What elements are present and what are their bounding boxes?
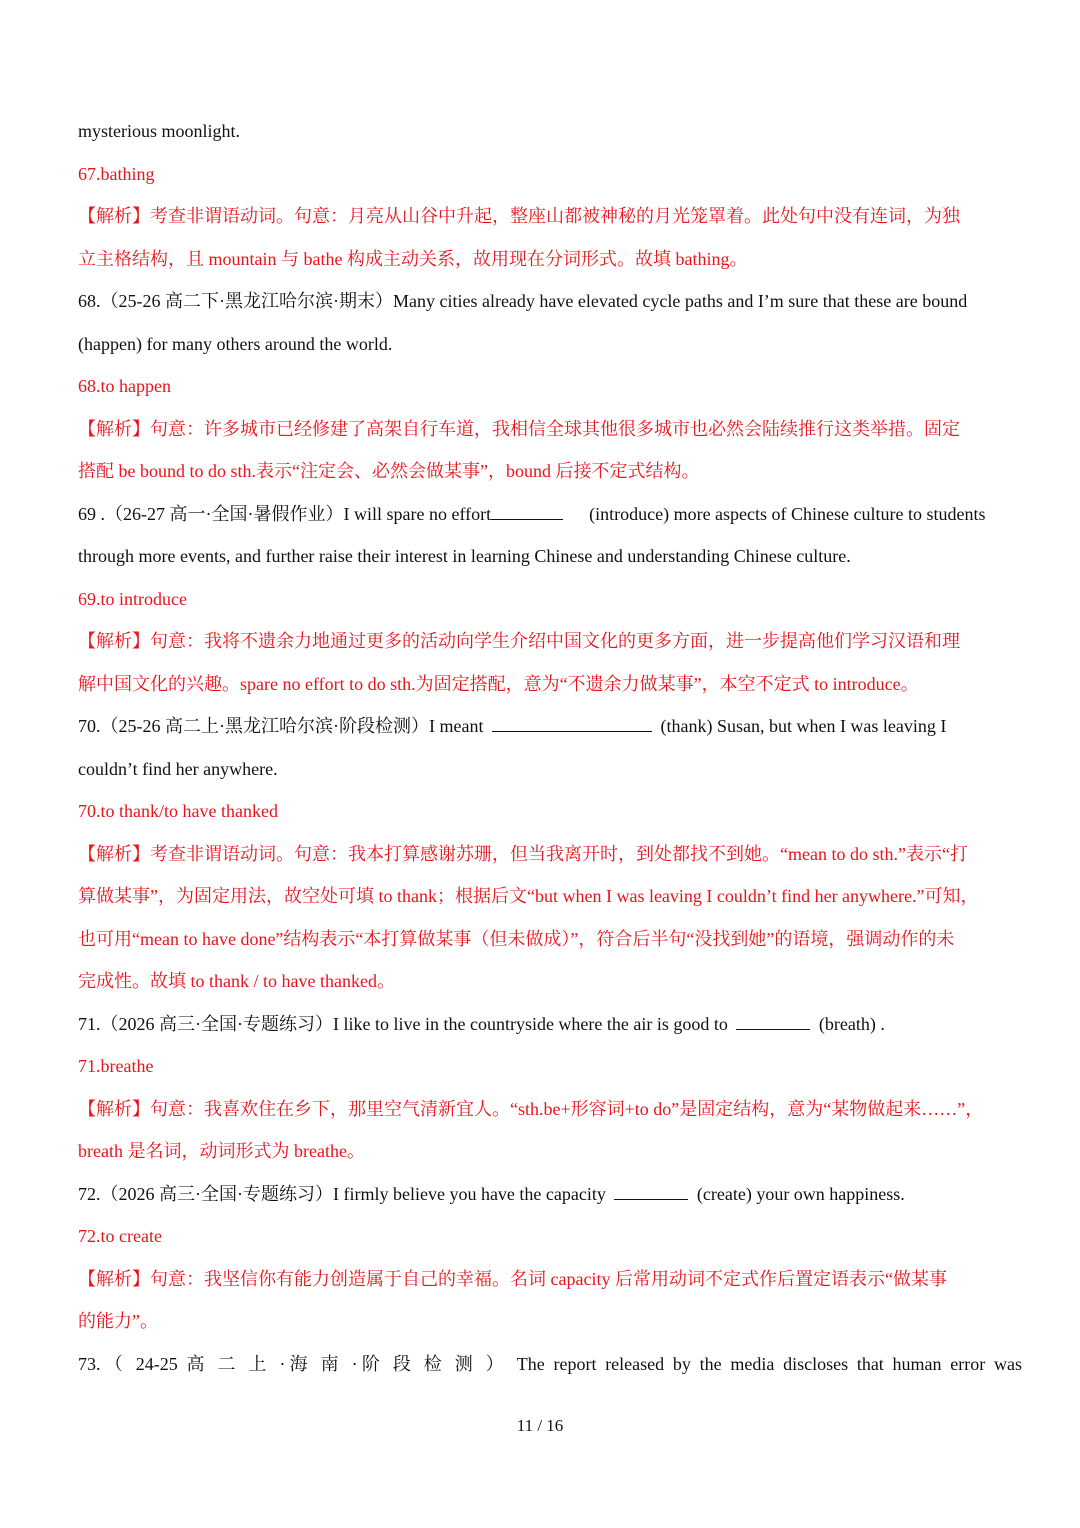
question-text: 69 .（26-27 高一·全国·暑假作业）I will spare no effort bbox=[78, 503, 492, 524]
explanation-line: 完成性。故填 to thank / to have thanked。 bbox=[78, 971, 395, 991]
question-73: 73.（ 24-25 高 二 上 ·海 南 ·阶 段 检 测 ） The report released by the media discloses that human error was bbox=[78, 1353, 1022, 1374]
question-text: 72.（2026 高三·全国·专题练习）I firmly believe you have the capacity bbox=[78, 1183, 606, 1204]
page-number: 11 / 16 bbox=[516, 1416, 564, 1435]
explanation-line: 解中国文化的兴趣。spare no effort to do sth.为固定搭配，意为“不遗余力做某事”，本空不定式 to introduce。 bbox=[78, 673, 919, 694]
explanation-line: 【解析】考查非谓语动词。句意：月亮从山谷中升起，整座山都被神秘的月光笼罩着。此处句中没有连词，为独 bbox=[78, 206, 960, 226]
explanation-line: 也可用“mean to have done”结构表示“本打算做某事（但未做成）”，符合后半句“没找到她”的语境，强调动作的未 bbox=[78, 928, 955, 949]
question-text: 70.（25-26 高二上·黑龙江哈尔滨·阶段检测）I meant bbox=[78, 716, 484, 736]
explanation-line: 【解析】句意：我喜欢住在乡下，那里空气清新宜人。“sth.be+形容词+to do”是固定结构，意为“某物做起来……”， bbox=[78, 1098, 984, 1119]
answer-blank bbox=[492, 717, 652, 732]
answer-blank bbox=[614, 1185, 688, 1200]
page-content bbox=[78, 113, 1022, 1388]
question-text: (thank) Susan, but when I was leaving I bbox=[660, 716, 947, 736]
answer-blank bbox=[736, 1015, 810, 1030]
question-text: (introduce) more aspects of Chinese culture to students bbox=[589, 503, 986, 524]
answer-67: 67.bathing bbox=[78, 163, 155, 184]
text-line: couldn’t find her anywhere. bbox=[78, 758, 278, 779]
answer-71: 71.breathe bbox=[78, 1056, 154, 1076]
explanation-line: 【解析】考查非谓语动词。句意：我本打算感谢苏珊，但当我离开时，到处都找不到她。“mean to do sth.”表示“打 bbox=[78, 843, 968, 864]
explanation-line: 算做某事”，为固定用法，故空处可填 to thank；根据后文“but when I was leaving I couldn’t find her anywhere.”可知， bbox=[78, 886, 979, 906]
explanation-line: 【解析】句意：我将不遗余力地通过更多的活动向学生介绍中国文化的更多方面，进一步提高他们学习汉语和理 bbox=[78, 631, 960, 651]
explanation-line: 搭配 be bound to do sth.表示“注定会、必然会做某事”，bound 后接不定式结构。 bbox=[78, 461, 700, 481]
answer-blank bbox=[491, 505, 563, 520]
text-line: mysterious moonlight. bbox=[78, 121, 240, 141]
question-69 bbox=[78, 496, 1022, 539]
answer-69: 69.to introduce bbox=[78, 588, 187, 609]
text-line: (happen) for many others around the world. bbox=[78, 333, 393, 354]
question-71 bbox=[78, 1006, 1022, 1049]
question-text: (create) your own happiness. bbox=[696, 1183, 905, 1204]
text-line: through more events, and further raise their interest in learning Chinese and understanding Chinese culture. bbox=[78, 546, 851, 566]
question-72 bbox=[78, 1176, 1022, 1219]
explanation-line: 【解析】句意：我坚信你有能力创造属于自己的幸福。名词 capacity 后常用动词不定式作后置定语表示“做某事 bbox=[78, 1268, 947, 1289]
question-68: 68.（25-26 高二下·黑龙江哈尔滨·期末）Many cities already have elevated cycle paths and I’m sure that these are bound bbox=[78, 291, 968, 311]
answer-72: 72.to create bbox=[78, 1226, 162, 1246]
explanation-line: breath 是名词，动词形式为 breathe。 bbox=[78, 1141, 365, 1161]
answer-70: 70.to thank/to have thanked bbox=[78, 801, 278, 821]
answer-68: 68.to happen bbox=[78, 376, 171, 396]
question-text: (breath) . bbox=[818, 1013, 885, 1034]
question-text: 71.（2026 高三·全国·专题练习）I like to live in the countryside where the air is good to bbox=[78, 1013, 728, 1034]
explanation-line: 立主格结构，且 mountain 与 bathe 构成主动关系，故用现在分词形式。故填 bathing。 bbox=[78, 248, 748, 269]
question-70 bbox=[78, 708, 1022, 751]
explanation-line: 的能力”。 bbox=[78, 1311, 158, 1331]
explanation-line: 【解析】句意：许多城市已经修建了高架自行车道，我相信全球其他很多城市也必然会陆续推行这类举措。固定 bbox=[78, 418, 960, 439]
